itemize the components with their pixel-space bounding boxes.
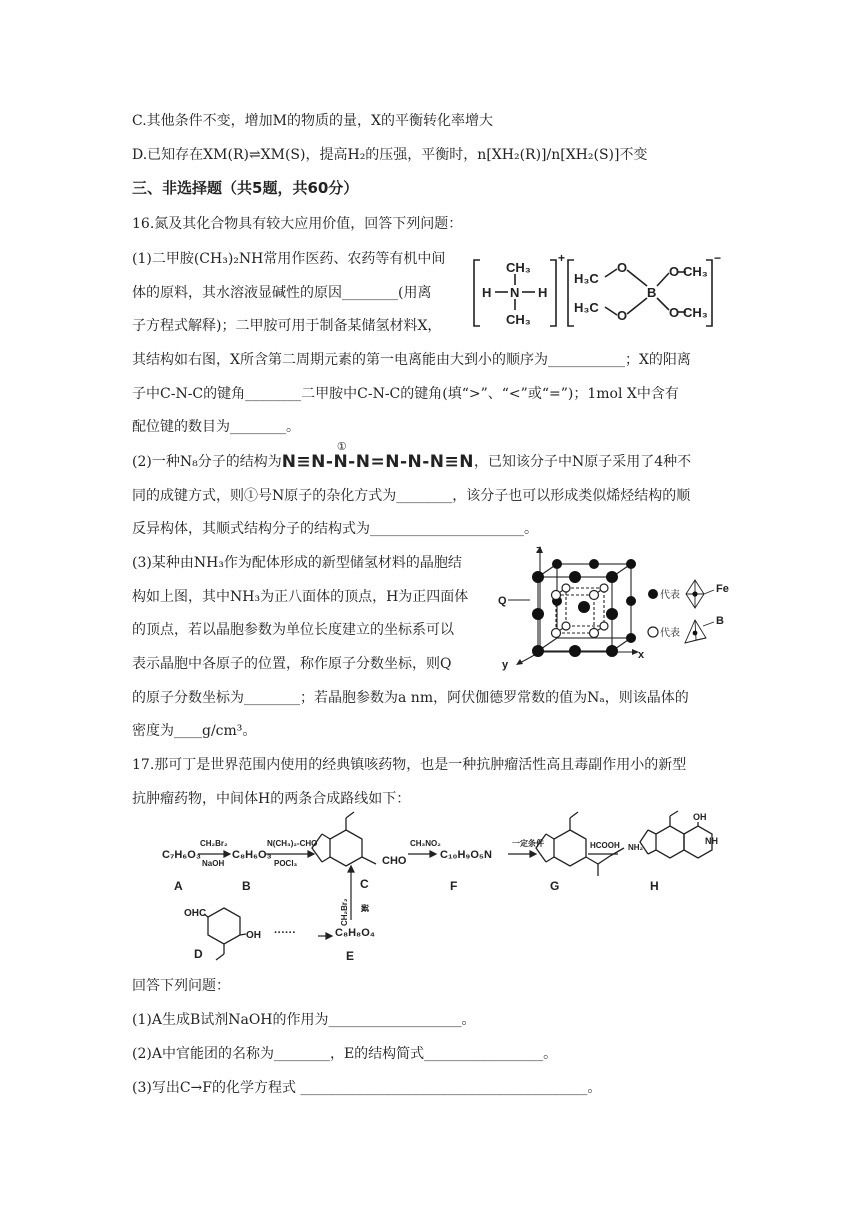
structure-x-figure — [468, 250, 730, 332]
q16-p3-line4: 表示晶胞中各原子的位置，称作原子分数坐标，则Q — [132, 656, 452, 672]
q16-p3-line6: 密度为____g/cm³。 — [132, 723, 257, 739]
x-minus: − — [714, 251, 722, 265]
compound-d-oh: OH — [246, 930, 261, 941]
axis-z-label: z — [536, 544, 542, 556]
x-h3c-top: H₃C — [574, 271, 599, 286]
h-nh: NH — [705, 836, 718, 846]
reagent-vertical: CH₂Br₂ — [340, 898, 349, 926]
q17-a1: (1)A生成B试剂NaOH的作用为___________________。 — [132, 1012, 476, 1028]
q16-p3-line1: (3)某种由NH₃作为配体形成的新型储氢材料的晶胞结 — [132, 555, 462, 571]
label-a: A — [174, 879, 183, 893]
reagent-vertical-2: 碱 — [360, 904, 369, 912]
n8-formula — [281, 440, 474, 472]
x-o-3: O — [617, 308, 628, 323]
q16-p1-line6: 配位键的数目为________。 — [132, 419, 300, 435]
x-och3-bottom: CH₃ — [683, 305, 708, 320]
q17-line1: 17.那可丁是世界范围内使用的经典镇咳药物，也是一种抗肿瘤活性高且毒副作用小的新型 — [132, 757, 687, 773]
q17-a2: (2)A中官能团的名称为________，E的结构简式_________________。 — [132, 1046, 558, 1062]
axis-y-label: y — [502, 659, 509, 671]
label-f: F — [450, 879, 458, 893]
q16-p1-line2: 体的原料，其水溶液显碱性的原因________(用离 — [132, 285, 432, 301]
q16-intro: 16.氮及其化合物具有较大应用价值，回答下列问题： — [132, 216, 463, 232]
compound-c-cho: CHO — [382, 855, 407, 867]
q-label: Q — [498, 595, 507, 607]
q16-p3-line5: 的原子分数坐标为________；若晶胞参数为a nm，阿伏伽德罗常数的值为Nₐ，则该晶体的 — [132, 690, 689, 706]
legend-fe: Fe — [716, 583, 729, 595]
n8-circle-label: ① — [336, 440, 348, 453]
q16-p3-line3: 的顶点，若以晶胞参数为单位长度建立的坐标系可以 — [132, 622, 454, 638]
q16-p1-line3: 子方程式解释)；二甲胺可用于制备某储氢材料X， — [132, 318, 442, 334]
compound-f-formula: C₁₀H₉O₅N — [440, 849, 492, 861]
reagent1-top: CH₂Br₂ — [200, 839, 228, 848]
legend-b: B — [716, 615, 724, 627]
option-d: D.已知存在XM(R)⇌XM(S)，提高H₂的压强，平衡时，n[XH₂(R)]/n[XH₂(S)]不变 — [132, 147, 648, 163]
label-e: E — [346, 949, 355, 963]
q17-line2: 抗肿瘤药物，中间体H的两条合成路线如下： — [132, 791, 411, 807]
label-d: D — [194, 947, 203, 961]
crystal-cell-figure — [490, 540, 730, 675]
x-h-left: H — [482, 285, 492, 300]
q16-p2-line1 — [132, 440, 692, 472]
synthesis-scheme — [150, 808, 725, 974]
x-ch3-top: CH₃ — [506, 260, 531, 275]
axis-x-label: x — [638, 649, 645, 661]
x-h3c-bottom: H₃C — [574, 300, 599, 315]
label-g: G — [550, 879, 560, 893]
x-ch3-bottom: CH₃ — [506, 312, 531, 327]
x-plus: + — [558, 251, 566, 265]
q16-p3-line2: 构如上图，其中NH₃为正八面体的顶点，H为正四面体 — [132, 589, 469, 605]
reagent2-top: N(CH₃)₂-CHO — [267, 839, 318, 848]
q16-p2-suffix: ，已知该分子中N原子采用了4种不 — [473, 454, 692, 470]
reagent5-top: HCOOH — [590, 841, 620, 850]
scheme-dots: ······ — [274, 927, 296, 939]
q17-a3: (3)写出C→F的化学方程式 _________________________________________。 — [132, 1080, 602, 1096]
section-heading: 三、非选择题（共5题，共60分） — [132, 179, 359, 197]
q16-p1-line4: 其结构如右图，X所含第二周期元素的第一电离能由大到小的顺序为___________；X的阳离 — [132, 352, 691, 368]
x-n: N — [510, 285, 520, 300]
reagent4-top: 一定条件 — [512, 839, 544, 848]
x-o-1: O — [617, 260, 628, 275]
compound-b-formula: C₈H₆O₃ — [232, 849, 272, 861]
q16-p1-line1: (1)二甲胺(CH₃)₂NH常用作医药、农药等有机中间 — [132, 251, 446, 267]
compound-a-formula: C₇H₆O₃ — [162, 849, 201, 861]
reagent1-bottom: NaOH — [202, 859, 225, 868]
x-b: B — [647, 285, 657, 300]
x-o-2: O — [669, 264, 680, 279]
g-nh2: NH₂ — [628, 843, 644, 852]
label-b: B — [242, 879, 251, 893]
x-o-4: O — [669, 305, 680, 320]
q16-p2-line2: 同的成键方式，则①号N原子的杂化方式为________，该分子也可以形成类似烯烃结构的顺 — [132, 488, 691, 504]
q16-p2-line3: 反异构体，其顺式结构分子的结构式为______________________。 — [132, 521, 538, 537]
h-oh: OH — [693, 812, 707, 822]
option-c: C.其他条件不变，增加M的物质的量，X的平衡转化率增大 — [132, 113, 493, 129]
label-h: H — [650, 879, 659, 893]
q17-answer-intro: 回答下列问题： — [132, 978, 230, 994]
compound-e-formula: C₈H₈O₄ — [335, 927, 375, 939]
legend-fe-text: 代表 — [660, 590, 680, 601]
x-och3-top: CH₃ — [683, 264, 708, 279]
q16-p2-prefix: (2)一种N₈分子的结构为 — [132, 454, 282, 470]
n8-formula-text: N≡N-N-N=N-N-N≡N — [281, 452, 474, 472]
reagent2-bottom: POCl₃ — [274, 859, 298, 868]
x-h-right: H — [538, 285, 548, 300]
reagent3-top: CH₃NO₂ — [410, 839, 441, 848]
label-c: C — [360, 877, 369, 891]
legend-b-text: 代表 — [660, 628, 680, 639]
q16-p1-line5: 子中C-N-C的键角________二甲胺中C-N-C的键角(填“>”、“<”或“=”)；1mol X中含有 — [132, 386, 679, 402]
compound-d-cho: OHC — [184, 908, 207, 919]
